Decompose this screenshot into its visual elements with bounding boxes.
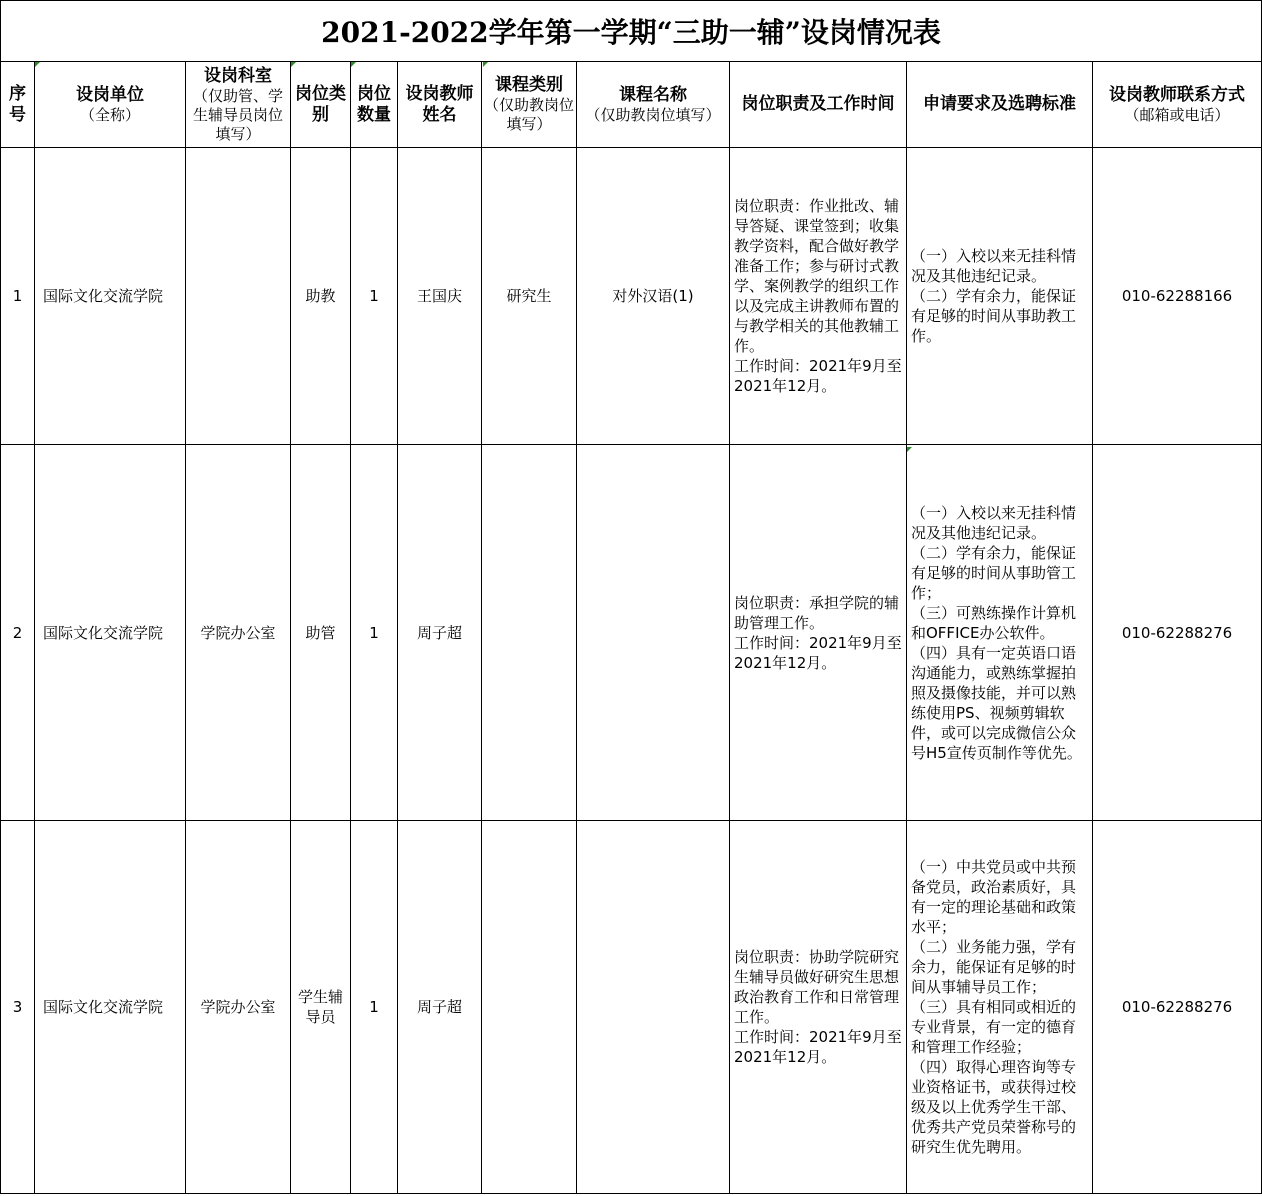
header-unit-note: （全称） — [79, 105, 140, 124]
cell-type[interactable]: 助教 — [291, 148, 351, 445]
cell-count[interactable]: 1 — [351, 445, 398, 821]
cell-teacher[interactable]: 周子超 — [398, 445, 482, 821]
header-requirements[interactable] — [907, 62, 1093, 148]
cell-requirements[interactable]: （一）中共党员或中共预备党员，政治素质好，具有一定的理论基础和政策水平； （二）业务能力强，学有余力，能保证有足够的时间从事辅导员工作； （三）具有相同或相近的专业背景，有一定的德育和管理工作经验； （四）取得心理咨询等专业资格证书，或获得过校级及以上优秀学生干部、优秀共产党员荣誉称号的研究生优先聘用。 — [907, 821, 1093, 1194]
cell-count[interactable]: 1 — [351, 148, 398, 445]
header-count[interactable] — [351, 62, 398, 148]
header-office[interactable] — [186, 62, 291, 148]
cell-duties[interactable]: 岗位职责：承担学院的辅助管理工作。 工作时间：2021年9月至2021年12月。 — [730, 445, 907, 821]
header-course-name-note: （仅助教岗位填写） — [585, 105, 721, 124]
header-seq[interactable] — [1, 62, 35, 148]
cell-course-name[interactable] — [577, 445, 730, 821]
cell-duties[interactable]: 岗位职责：协助学院研究生辅导员做好研究生思想政治教育工作和日常管理工作。 工作时间：2021年9月至2021年12月。 — [730, 821, 907, 1194]
cell-office[interactable] — [186, 148, 291, 445]
cell-count[interactable]: 1 — [351, 821, 398, 1194]
header-contact-label: 设岗教师联系方式 — [1109, 84, 1246, 105]
cell-seq[interactable]: 2 — [1, 445, 35, 821]
header-count-label: 岗位数量 — [357, 83, 391, 125]
cell-type[interactable]: 学生辅导员 — [291, 821, 351, 1194]
cell-course-name[interactable]: 对外汉语(1) — [577, 148, 730, 445]
table-row — [1, 148, 1262, 445]
comment-marker-icon — [351, 62, 356, 67]
header-contact-note: （邮箱或电话） — [1124, 105, 1230, 124]
header-course-type-label: 课程类别 — [495, 75, 563, 95]
cell-course-type[interactable]: 研究生 — [482, 148, 577, 445]
cell-course-name[interactable] — [577, 821, 730, 1194]
cell-requirements[interactable]: （一）入校以来无挂科情况及其他违纪记录。 （二）学有余力，能保证有足够的时间从事助管工作； （三）可熟练操作计算机和OFFICE办公软件。 （四）具有一定英语口语沟通能力，或熟练掌握拍照及摄像技能，并可以熟练使用PS、视频剪辑软件，或可以完成微信公众号H5宣传页制作等优先。 — [907, 445, 1093, 821]
header-teacher[interactable] — [398, 62, 482, 148]
header-type[interactable] — [291, 62, 351, 148]
header-course-type[interactable] — [482, 62, 577, 148]
cell-duties[interactable]: 岗位职责：作业批改、辅导答疑、课堂签到；收集教学资料，配合做好教学准备工作；参与研讨式教学、案例教学的组织工作以及完成主讲教师布置的与教学相关的其他教辅工作。 工作时间：2021年9月至2021年12月。 — [730, 148, 907, 445]
cell-course-type[interactable] — [482, 821, 577, 1194]
header-unit-label: 设岗单位 — [76, 84, 144, 105]
cell-contact[interactable]: 010-62288276 — [1093, 445, 1262, 821]
cell-teacher[interactable]: 王国庆 — [398, 148, 482, 445]
cell-office[interactable]: 学院办公室 — [186, 821, 291, 1194]
comment-marker-icon — [483, 62, 488, 67]
comment-marker-icon — [35, 62, 40, 67]
header-course-type-note: （仅助教岗位填写） — [483, 96, 574, 133]
header-office-label: 设岗科室 — [204, 65, 272, 86]
cell-unit[interactable]: 国际文化交流学院 — [35, 821, 186, 1194]
header-seq-label: 序号 — [9, 83, 26, 125]
header-course-name-label: 课程名称 — [619, 84, 687, 105]
header-duties-label: 岗位职责及工作时间 — [741, 94, 895, 114]
header-course-name[interactable] — [577, 62, 730, 148]
header-duties[interactable] — [730, 62, 907, 148]
table-row — [1, 445, 1262, 821]
cell-requirements[interactable]: （一）入校以来无挂科情况及其他违纪记录。 （二）学有余力，能保证有足够的时间从事助教工作。 — [907, 148, 1093, 445]
cell-contact[interactable]: 010-62288166 — [1093, 148, 1262, 445]
cell-type[interactable]: 助管 — [291, 445, 351, 821]
cell-contact[interactable]: 010-62288276 — [1093, 821, 1262, 1194]
cell-unit[interactable]: 国际文化交流学院 — [35, 148, 186, 445]
header-requirements-label: 申请要求及选聘标准 — [923, 94, 1076, 114]
table-title[interactable]: 2021-2022学年第一学期“三助一辅”设岗情况表 — [1, 1, 1262, 62]
table-row — [1, 821, 1262, 1194]
cell-teacher[interactable]: 周子超 — [398, 821, 482, 1194]
cell-office[interactable]: 学院办公室 — [186, 445, 291, 821]
header-office-note: （仅助管、学生辅导员岗位填写） — [192, 86, 283, 143]
cell-course-type[interactable] — [482, 445, 577, 821]
header-teacher-label: 设岗教师姓名 — [405, 83, 474, 125]
header-unit[interactable] — [35, 62, 186, 148]
cell-seq[interactable]: 1 — [1, 148, 35, 445]
header-row — [1, 62, 1262, 148]
header-type-label: 岗位类别 — [295, 83, 346, 125]
header-contact[interactable] — [1093, 62, 1262, 148]
cell-seq[interactable]: 3 — [1, 821, 35, 1194]
comment-marker-icon — [291, 62, 296, 67]
cell-unit[interactable]: 国际文化交流学院 — [35, 445, 186, 821]
comment-marker-icon — [907, 447, 912, 452]
